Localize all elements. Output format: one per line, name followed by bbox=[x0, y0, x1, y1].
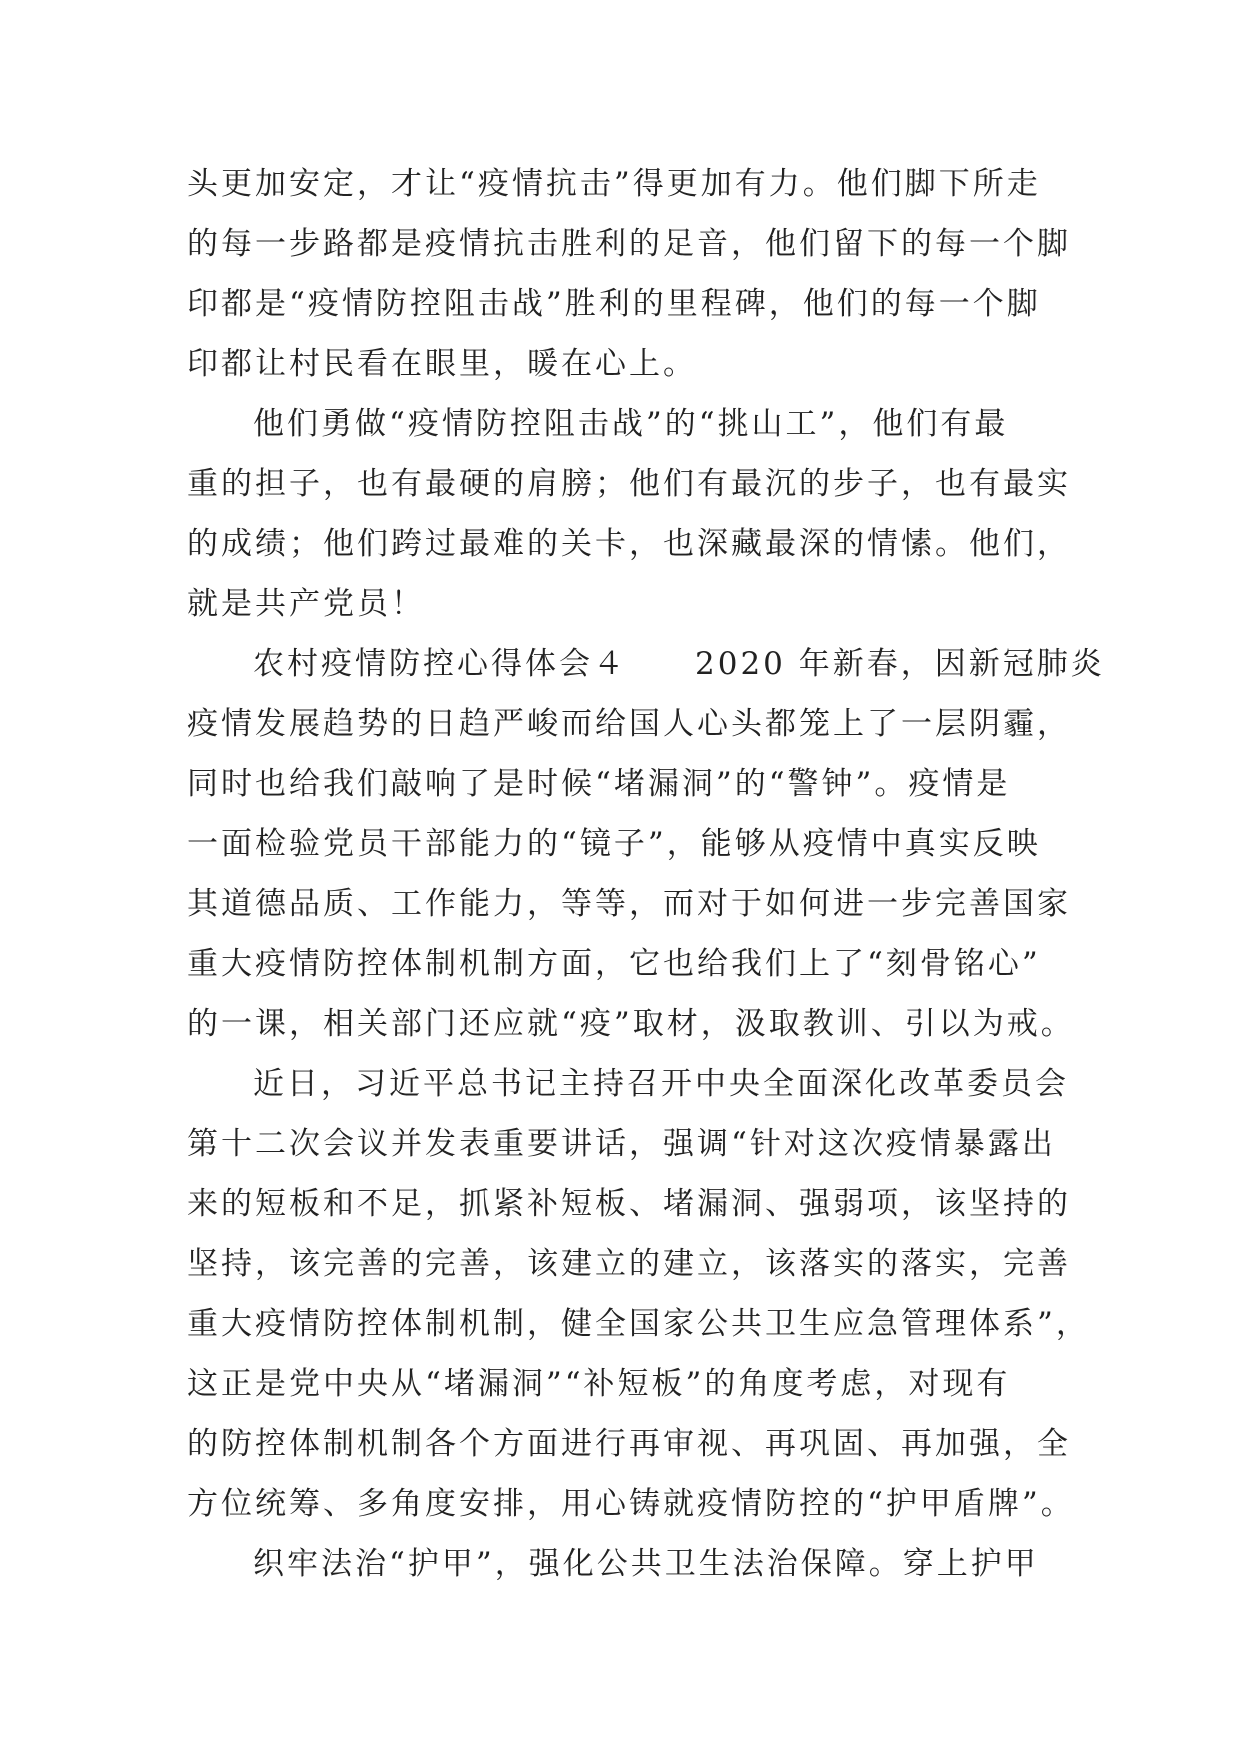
text-line: 的成绩；他们跨过最难的关卡，也深藏最深的情愫。他们， bbox=[187, 526, 1071, 562]
text-line: 其道德品质、工作能力，等等，而对于如何进一步完善国家 bbox=[187, 886, 1071, 922]
paragraph-start-line: 他们勇做“疫情防控阻击战”的“挑山工”，他们有最 bbox=[253, 406, 1009, 442]
body-text bbox=[187, 154, 1105, 1594]
text-line: 一面检验党员干部能力的“镜子”，能够从疫情中真实反映 bbox=[187, 826, 1041, 862]
text-line: 来的短板和不足，抓紧补短板、堵漏洞、强弱项，该坚持的 bbox=[187, 1186, 1071, 1222]
text-line: 头更加安定，才让“疫情抗击”得更加有力。他们脚下所走 bbox=[187, 166, 1041, 202]
text-line: 坚持，该完善的完善，该建立的建立，该落实的落实，完善 bbox=[187, 1246, 1071, 1282]
text-line: 方位统筹、多角度安排，用心铸就疫情防控的“护甲盾牌”。 bbox=[187, 1486, 1075, 1522]
text-line: 重的担子，也有最硬的肩膀；他们有最沉的步子，也有最实 bbox=[187, 466, 1071, 502]
text-line: 第十二次会议并发表重要讲话，强调“针对这次疫情暴露出 bbox=[187, 1126, 1056, 1162]
text-line: 重大疫情防控体制机制方面，它也给我们上了“刻骨铭心” bbox=[187, 946, 1041, 982]
text-line: 就是共产党员！ bbox=[187, 586, 425, 622]
text-line: 重大疫情防控体制机制，健全国家公共卫生应急管理体系”， bbox=[187, 1306, 1090, 1342]
text-line: 印都是“疫情防控阻击战”胜利的里程碑，他们的每一个脚 bbox=[187, 286, 1041, 322]
paragraph-start-line: 农村疫情防控心得体会４ 2020 年新春，因新冠肺炎 bbox=[253, 646, 1105, 682]
text-line: 这正是党中央从“堵漏洞”“补短板”的角度考虑，对现有 bbox=[187, 1366, 1011, 1402]
text-line: 疫情发展趋势的日趋严峻而给国人心头都笼上了一层阴霾， bbox=[187, 706, 1071, 742]
text-line: 的防控体制机制各个方面进行再审视、再巩固、再加强，全 bbox=[187, 1426, 1071, 1462]
paragraph-start-line: 织牢法治“护甲”，强化公共卫生法治保障。穿上护甲 bbox=[253, 1546, 1039, 1582]
text-line: 印都让村民看在眼里，暖在心上。 bbox=[187, 346, 697, 382]
text-line: 同时也给我们敲响了是时候“堵漏洞”的“警钟”。疫情是 bbox=[187, 766, 1011, 802]
text-line: 的每一步路都是疫情抗击胜利的足音，他们留下的每一个脚 bbox=[187, 226, 1071, 262]
paragraph-start-line: 近日，习近平总书记主持召开中央全面深化改革委员会 bbox=[253, 1066, 1069, 1102]
text-line: 的一课，相关部门还应就“疫”取材，汲取教训、引以为戒。 bbox=[187, 1006, 1075, 1042]
